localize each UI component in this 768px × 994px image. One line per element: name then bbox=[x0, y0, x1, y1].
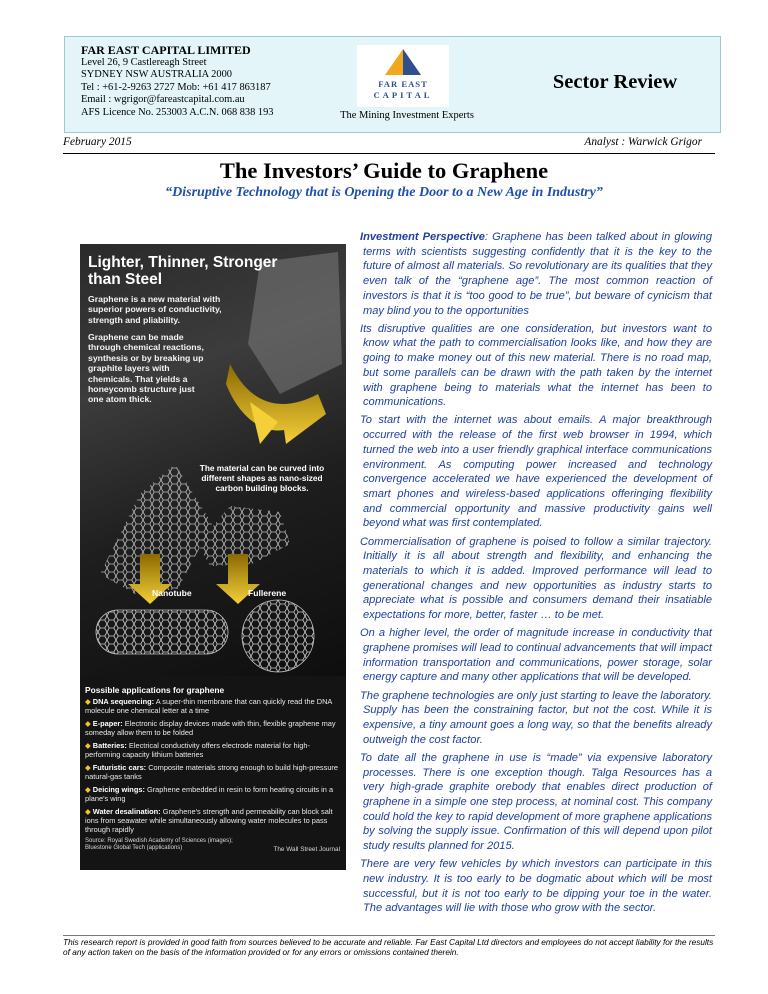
body-paragraph: On a higher level, the order of magnitude increase in conductivity that graphene promises will lead to continual advancements that will impact information transportation and communications, power storage, solar energy capture and many other applications that will be developed. bbox=[360, 627, 712, 684]
body-paragraph: To start with the internet was about emails. A major breakthrough occurred with the release of the first web browser in 1994, which turned the web into a user friendly graphical interface communications environment. As computing power increased and technology convergence accelerated we have experienced the development of smart phones and wireless-based applications offeringing flexibility and commercial opportunity and massive productivity gains well beyond what was first contemplated. bbox=[360, 414, 712, 530]
infographic-shapes-note: The material can be curved into different shapes as nano-sized carbon building blocks. bbox=[199, 463, 325, 493]
company-name: FAR EAST CAPITAL LIMITED bbox=[81, 43, 251, 57]
page-subtitle: “Disruptive Technology that is Opening the Door to a New Age in Industry” bbox=[165, 185, 603, 200]
body-paragraph: Investment Perspective: Graphene has been talked about in glowing terms with scientists suggesting confidently that it is the key to the future of almost all materials. So revolutionary are its qualities that they even talk of the “graphene age”. The most common reaction of investors is that it is “too good to be true”, but beware of cynicism that may blind you to the opportunities bbox=[360, 231, 712, 317]
report-type: Sector Review bbox=[552, 71, 678, 93]
diamond-bullet-icon: ◆ bbox=[85, 697, 93, 706]
company-address bbox=[81, 57, 274, 119]
header-divider bbox=[63, 153, 715, 154]
infographic-source: Source: Royal Swedish Academy of Sciences (images); Bluestone Global Tech (applications) bbox=[85, 838, 233, 851]
body-paragraph: The graphene technologies are only just starting to leave the laboratory. Supply has been the constraining factor, but not the cost. While it is expensive, a tiny amount goes a long way, so that the benefits already outweigh the cost factor. bbox=[360, 689, 712, 746]
infographic-method: Graphene can be made through chemical reactions, synthesis or by breaking up graphite layers with chemicals. That yields a honeycomb structure just one atom thick. bbox=[88, 332, 204, 405]
logo-text-line1: FAR EAST bbox=[378, 79, 428, 89]
application-item: ◆ DNA sequencing: A super-thin membrane that can quickly read the DNA molecule one chemical letter at a time bbox=[85, 697, 332, 715]
page-title: The Investors’ Guide to Graphene bbox=[219, 158, 549, 183]
diamond-bullet-icon: ◆ bbox=[85, 719, 93, 728]
company-logo bbox=[357, 45, 449, 107]
graphene-infographic bbox=[80, 244, 346, 870]
application-item: ◆ Futuristic cars: Composite materials strong enough to build high-pressure natural-gas tanks bbox=[85, 763, 339, 781]
application-item: ◆ Batteries: Electrical conductivity offers electrode material for high-performing capacity lithium batteries bbox=[85, 741, 310, 759]
applications-panel bbox=[80, 680, 346, 870]
application-item: ◆ Water desalination: Graphene's strength and permeability can block salt ions from seawater while simultaneously allowing water molecules to pass through rapidly bbox=[85, 807, 333, 834]
application-item: ◆ Deicing wings: Graphene embedded in resin to form heating circuits in a plane's wing bbox=[85, 785, 334, 803]
address-line: Level 26, 9 Castlereagh Street bbox=[81, 57, 207, 68]
diamond-bullet-icon: ◆ bbox=[85, 763, 93, 772]
body-paragraph: There are very few vehicles by which investors can participate in this new industry. It is too early to be dogmatic about which will be most successful, but it is not too early to be dipping your toe in the water. The advantages will lie with those who grow with the sector. bbox=[360, 858, 712, 915]
address-licence: AFS Licence No. 253003 A.C.N. 068 838 193 bbox=[81, 106, 274, 118]
logo-text-line2: CAPITAL bbox=[373, 90, 433, 100]
disclaimer: This research report is provided in good faith from sources believed to be accurate and reliable. Far East Capital Ltd directors and employees do not accept liability for the results of any action taken on the basis of the information provided or for any errors or omissions contained therein. bbox=[63, 937, 714, 957]
applications-heading: Possible applications for graphene bbox=[85, 685, 225, 695]
nanotube-icon bbox=[96, 610, 228, 654]
body-paragraph: Its disruptive qualities are one consideration, but investors want to know what the path to commercialisation looks like, and how they are going to make money out of this new material. There is no road map, but some parallels can be drawn with the path taken by the internet with graphene being to materials what the internet has been to communications. bbox=[360, 322, 712, 409]
infographic-headline: Lighter, Thinner, Stronger than Steel bbox=[88, 254, 278, 288]
fullerene-icon bbox=[242, 600, 314, 672]
application-item: ◆ E-paper: Electronic display devices made with thin, flexible graphene may someday allow them to be folded bbox=[85, 719, 336, 737]
fullerene-label: Fullerene bbox=[248, 588, 287, 598]
report-date: February 2015 bbox=[63, 136, 132, 148]
address-line: SYDNEY NSW AUSTRALIA 2000 bbox=[81, 69, 232, 81]
footer-divider bbox=[63, 935, 715, 936]
lead-label: Investment Perspective bbox=[360, 231, 485, 243]
company-tagline: The Mining Investment Experts bbox=[340, 110, 474, 121]
address-phone: Tel : +61-2-9263 2727 Mob: +61 417 863187 bbox=[81, 81, 271, 93]
body-paragraph: Commercialisation of graphene is poised to follow a similar trajectory. Initially it is all about strength and flexibility, and enhancing the materials to which it is added. Improved performance will lead to generational changes and new opportunities as industry starts to appreciate what is possible and consumers demand their insatiable expectations for more, better, faster … to be met. bbox=[360, 535, 712, 622]
letterhead bbox=[64, 36, 721, 133]
logo-triangle-shade-icon bbox=[403, 49, 421, 75]
infographic-credit: The Wall Street Journal bbox=[273, 846, 340, 853]
diamond-bullet-icon: ◆ bbox=[85, 807, 93, 816]
analyst-name: Analyst : Warwick Grigor bbox=[584, 136, 702, 148]
infographic-illustration bbox=[80, 244, 346, 676]
body-paragraph: To date all the graphene in use is “made” via expensive laboratory processes. There is one exception though. Talga Resources has a very high-grade graphite orebody that enables direct production of graphene in a simple one step process, at nominal cost. This company could hold the key to rapid development of more graphene applications by solving the supply issue. Confirmation of this will depend upon pilot study results planned for 2015. bbox=[360, 751, 712, 853]
address-email: Email : wgrigor@fareastcapital.com.au bbox=[81, 94, 245, 106]
infographic-intro: Graphene is a new material with superior powers of conductivity, strength and pliability. bbox=[88, 294, 222, 325]
article-body bbox=[360, 230, 712, 920]
diamond-bullet-icon: ◆ bbox=[85, 741, 93, 750]
nanotube-label: Nanotube bbox=[152, 588, 192, 598]
diamond-bullet-icon: ◆ bbox=[85, 785, 93, 794]
